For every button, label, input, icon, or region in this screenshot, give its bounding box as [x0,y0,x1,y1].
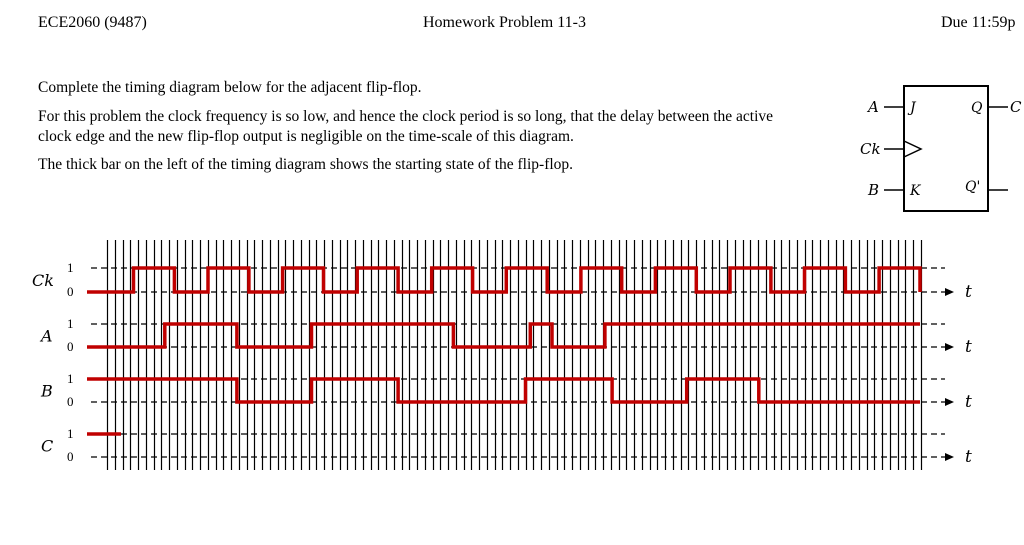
level-1-label: 1 [67,371,74,386]
time-label: t [965,282,972,302]
ff-output-qbar: Q' [965,179,981,195]
header-due: Due 11:59p [941,14,1016,31]
ff-pin-j: J [910,100,916,116]
time-arrow-icon [945,453,954,461]
time-label: t [965,337,972,357]
ff-pin-k: K [910,183,921,199]
level-0-label: 0 [67,284,74,299]
time-label: t [965,392,972,412]
header-course: ECE2060 (9487) [38,14,147,31]
level-1-label: 1 [67,426,74,441]
level-0-label: 0 [67,394,74,409]
level-1-label: 1 [67,316,74,331]
signal-name: B [41,381,53,401]
signal-name: A [41,326,53,346]
ff-input-a: A [868,98,879,116]
ff-output-q: Q [971,100,983,116]
ff-input-ck: Ck [860,140,881,158]
time-label: t [965,447,972,467]
waveform-ck [87,268,920,292]
level-0-label: 0 [67,449,74,464]
level-1-label: 1 [67,260,74,275]
time-arrow-icon [945,398,954,406]
waveform-a [87,324,920,347]
signal-name: C [41,436,54,456]
instruction-2: For this problem the clock frequency is so low, and hence the clock period is so long, that the delay between the active clock edge and the new flip-flop output is negligible on the time-scale of this diagram. [38,108,774,145]
time-arrow-icon [945,343,954,351]
ff-input-b: B [868,181,880,199]
instruction-1: Complete the timing diagram below for the adjacent flip-flop. [38,79,422,96]
ff-output-c: C [1010,98,1022,116]
waveform-b [87,379,920,402]
level-0-label: 0 [67,339,74,354]
instruction-3: The thick bar on the left of the timing diagram shows the starting state of the flip-flop. [38,156,574,173]
time-arrow-icon [945,288,954,296]
signal-name: Ck [32,271,54,290]
header-title: Homework Problem 11-3 [423,14,586,31]
